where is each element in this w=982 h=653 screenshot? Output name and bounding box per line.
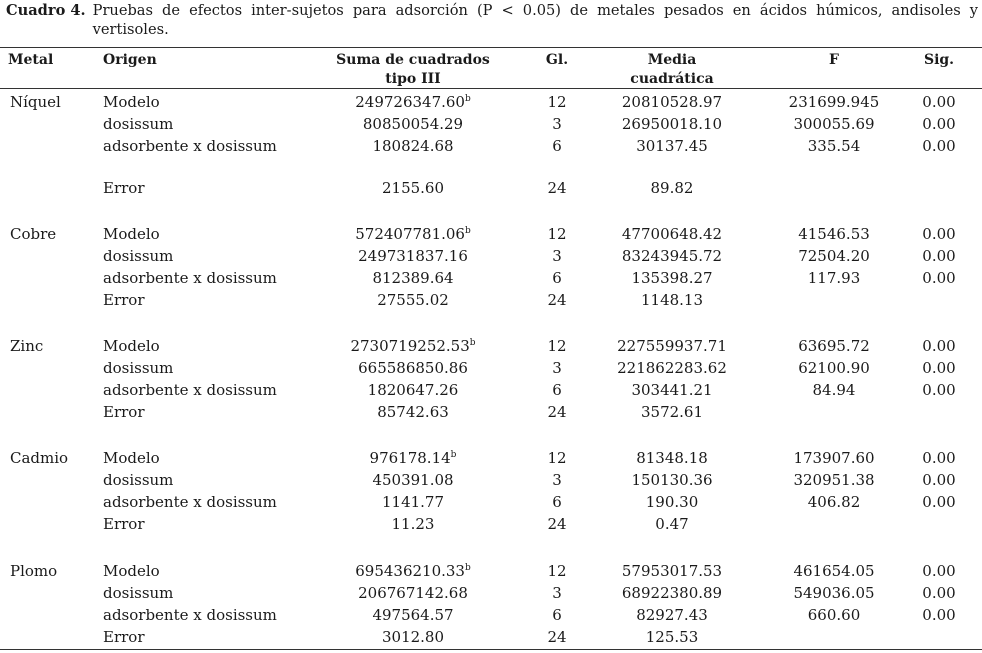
sig-cell: 0.00	[922, 493, 956, 511]
origen-cell: adsorbente x dosissum	[103, 493, 277, 511]
origen-cell: dosissum	[103, 584, 174, 602]
cell-value: 976178.14	[369, 449, 451, 467]
media-cell: 3572.61	[640, 403, 704, 421]
footnote-marker: b	[450, 450, 457, 460]
origen-cell: Error	[103, 515, 145, 533]
gl-cell: 24	[547, 403, 567, 421]
origen-cell: adsorbente x dosissum	[103, 137, 277, 155]
origen-cell: Modelo	[103, 449, 160, 467]
f-cell: 72504.20	[798, 247, 870, 265]
media-cell: 83243945.72	[621, 247, 723, 265]
media-cell: 303441.21	[631, 381, 713, 399]
origen-cell: adsorbente x dosissum	[103, 606, 277, 624]
suma-cell: 11.23	[391, 515, 435, 533]
f-cell: 63695.72	[798, 337, 870, 355]
origen-cell: Modelo	[103, 337, 160, 355]
suma-cell	[313, 449, 513, 467]
suma-cell: 206767142.68	[358, 584, 468, 602]
f-cell: 660.60	[807, 606, 861, 624]
media-cell: 82927.43	[636, 606, 708, 624]
gl-cell: 3	[552, 247, 562, 265]
header-origen: Origen	[103, 52, 157, 68]
header-sig: Sig.	[923, 52, 955, 68]
sig-cell: 0.00	[922, 225, 956, 243]
sig-cell: 0.00	[922, 562, 956, 580]
gl-cell: 6	[552, 493, 562, 511]
media-cell: 221862283.62	[617, 359, 727, 377]
f-cell: 300055.69	[793, 115, 875, 133]
gl-cell: 12	[547, 562, 567, 580]
suma-cell: 665586850.86	[358, 359, 468, 377]
sig-cell: 0.00	[922, 269, 956, 287]
media-cell: 227559937.71	[617, 337, 727, 355]
header-metal: Metal	[8, 52, 54, 68]
media-cell: 1148.13	[640, 291, 704, 309]
sig-cell: 0.00	[922, 247, 956, 265]
sig-cell: 0.00	[922, 359, 956, 377]
suma-cell	[313, 337, 513, 355]
bottom-rule	[0, 649, 982, 650]
gl-cell: 6	[552, 269, 562, 287]
header-media-line2: cuadrática	[630, 71, 714, 87]
f-cell: 62100.90	[798, 359, 870, 377]
sig-cell: 0.00	[922, 381, 956, 399]
header-f: F	[829, 52, 839, 68]
gl-cell: 6	[552, 137, 562, 155]
caption-label: Cuadro 4.	[6, 2, 86, 19]
origen-cell: dosissum	[103, 359, 174, 377]
suma-cell: 3012.80	[381, 628, 445, 646]
origen-cell: Modelo	[103, 562, 160, 580]
media-cell: 68922380.89	[621, 584, 723, 602]
sig-cell: 0.00	[922, 584, 956, 602]
sig-cell: 0.00	[922, 606, 956, 624]
media-cell: 150130.36	[631, 471, 713, 489]
media-cell: 57953017.53	[621, 562, 723, 580]
media-cell: 20810528.97	[621, 93, 723, 111]
gl-cell: 3	[552, 115, 562, 133]
gl-cell: 24	[547, 515, 567, 533]
media-cell: 30137.45	[636, 137, 708, 155]
caption-text: Pruebas de efectos inter-sujetos para adsorción (P < 0.05) de metales pesados en ácidos húmicos, andisoles y vertisoles.	[92, 2, 978, 38]
f-cell: 117.93	[807, 269, 861, 287]
suma-cell: 450391.08	[372, 471, 454, 489]
f-cell: 41546.53	[798, 225, 870, 243]
gl-cell: 24	[547, 628, 567, 646]
f-cell: 549036.05	[793, 584, 875, 602]
metal-name: Cadmio	[10, 449, 69, 467]
header-suma-line2: tipo III	[385, 71, 441, 87]
sig-cell: 0.00	[922, 115, 956, 133]
table-caption	[6, 1, 978, 39]
media-cell: 26950018.10	[621, 115, 723, 133]
sig-cell: 0.00	[922, 93, 956, 111]
gl-cell: 3	[552, 471, 562, 489]
suma-cell: 1141.77	[381, 493, 445, 511]
origen-cell: Modelo	[103, 225, 160, 243]
cell-value: 2730719252.53	[350, 337, 470, 355]
gl-cell: 24	[547, 291, 567, 309]
media-cell: 125.53	[645, 628, 699, 646]
footnote-marker: b	[464, 94, 471, 104]
header-media-line1: Media	[647, 52, 697, 68]
sig-cell: 0.00	[922, 449, 956, 467]
media-cell: 135398.27	[631, 269, 713, 287]
media-cell: 89.82	[650, 179, 694, 197]
suma-cell: 180824.68	[372, 137, 454, 155]
suma-cell: 2155.60	[381, 179, 445, 197]
cell-value: 695436210.33	[355, 562, 465, 580]
metal-name: Níquel	[10, 93, 61, 111]
top-rule	[0, 47, 982, 48]
origen-cell: Modelo	[103, 93, 160, 111]
gl-cell: 6	[552, 606, 562, 624]
origen-cell: Error	[103, 179, 145, 197]
suma-cell: 812389.64	[372, 269, 454, 287]
origen-cell: Error	[103, 291, 145, 309]
f-cell: 320951.38	[793, 471, 875, 489]
suma-cell: 497564.57	[372, 606, 454, 624]
cell-value: 572407781.06	[355, 225, 465, 243]
header-suma-line1: Suma de cuadrados	[336, 52, 490, 68]
suma-cell: 1820647.26	[367, 381, 459, 399]
origen-cell: adsorbente x dosissum	[103, 381, 277, 399]
f-cell: 84.94	[812, 381, 856, 399]
gl-cell: 24	[547, 179, 567, 197]
sig-cell: 0.00	[922, 137, 956, 155]
origen-cell: Error	[103, 628, 145, 646]
f-cell: 461654.05	[793, 562, 875, 580]
suma-cell	[313, 93, 513, 111]
gl-cell: 12	[547, 449, 567, 467]
gl-cell: 3	[552, 584, 562, 602]
suma-cell: 249731837.16	[358, 247, 468, 265]
header-rule	[0, 88, 982, 89]
suma-cell	[313, 225, 513, 243]
origen-cell: Error	[103, 403, 145, 421]
gl-cell: 6	[552, 381, 562, 399]
f-cell: 335.54	[807, 137, 861, 155]
gl-cell: 12	[547, 337, 567, 355]
media-cell: 0.47	[655, 515, 689, 533]
f-cell: 406.82	[807, 493, 861, 511]
sig-cell: 0.00	[922, 471, 956, 489]
metal-name: Zinc	[10, 337, 44, 355]
cell-value: 249726347.60	[355, 93, 465, 111]
f-cell: 173907.60	[793, 449, 875, 467]
suma-cell	[313, 562, 513, 580]
origen-cell: dosissum	[103, 247, 174, 265]
media-cell: 81348.18	[636, 449, 708, 467]
header-gl: Gl.	[545, 52, 569, 68]
gl-cell: 12	[547, 93, 567, 111]
suma-cell: 85742.63	[377, 403, 449, 421]
media-cell: 47700648.42	[621, 225, 723, 243]
footnote-marker: b	[469, 338, 476, 348]
media-cell: 190.30	[645, 493, 699, 511]
metal-name: Plomo	[10, 562, 58, 580]
suma-cell: 27555.02	[377, 291, 449, 309]
footnote-marker: b	[464, 563, 471, 573]
origen-cell: dosissum	[103, 115, 174, 133]
origen-cell: dosissum	[103, 471, 174, 489]
f-cell: 231699.945	[788, 93, 880, 111]
metal-name: Cobre	[10, 225, 57, 243]
origen-cell: adsorbente x dosissum	[103, 269, 277, 287]
gl-cell: 3	[552, 359, 562, 377]
gl-cell: 12	[547, 225, 567, 243]
suma-cell: 80850054.29	[362, 115, 464, 133]
footnote-marker: b	[464, 226, 471, 236]
sig-cell: 0.00	[922, 337, 956, 355]
